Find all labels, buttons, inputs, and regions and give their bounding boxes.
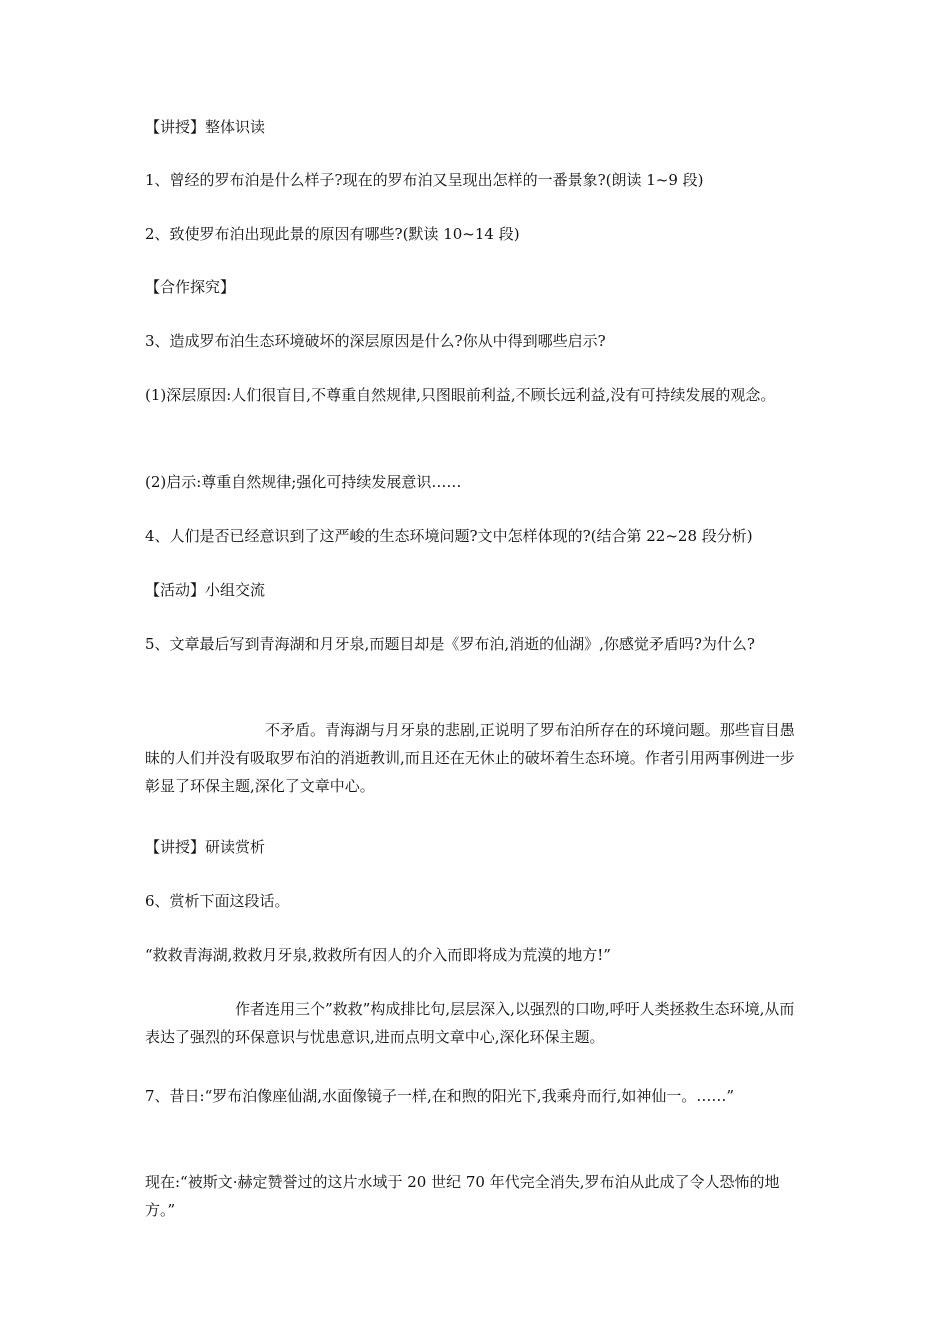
quoted-passage: “救救青海湖,救救月牙泉,救救所有因人的介入而即将成为荒漠的地方!” xyxy=(145,946,611,964)
answer-3-1: (1)深层原因:人们很盲目,不尊重自然规律,只图眼前利益,不顾长远利益,没有可持续发展的观念。 xyxy=(145,386,776,404)
answer-3-2: (2)启示:尊重自然规律;强化可持续发展意识…… xyxy=(145,473,462,491)
question-1: 1、曾经的罗布泊是什么样子?现在的罗布泊又呈现出怎样的一番景象?(朗读 1~9 段) xyxy=(145,171,704,189)
section-heading-lecture-overall: 【讲授】整体识读 xyxy=(145,118,266,136)
question-6: 6、赏析下面这段话。 xyxy=(145,892,290,910)
question-4: 4、人们是否已经意识到了这严峻的生态环境问题?文中怎样体现的?(结合第 22~28 段分析) xyxy=(145,527,753,545)
section-heading-activity: 【活动】小组交流 xyxy=(145,581,266,599)
section-heading-cooperative: 【合作探究】 xyxy=(145,278,236,296)
section-heading-study: 【讲授】研读赏析 xyxy=(145,838,266,856)
answer-5: 不矛盾。青海湖与月牙泉的悲剧,正说明了罗布泊所存在的环境问题。那些盲目愚昧的人们并没有吸取罗布泊的消逝教训,而且还在无休止的破坏着生态环境。作者引用两事例进一步彰显了环保主题,深化了文章中心。 xyxy=(145,721,795,795)
question-7-present: 现在:“被斯文·赫定赞誉过的这片水域于 20 世纪 70 年代完全消失,罗布泊从此成了令人恐怖的地方。” xyxy=(145,1173,780,1219)
question-7-past: 7、昔日:“罗布泊像座仙湖,水面像镜子一样,在和煦的阳光下,我乘舟而行,如神仙一。……” xyxy=(145,1087,735,1105)
question-2: 2、致使罗布泊出现此景的原因有哪些?(默读 10~14 段) xyxy=(145,225,520,243)
question-3: 3、造成罗布泊生态环境破坏的深层原因是什么?你从中得到哪些启示? xyxy=(145,332,606,350)
question-5: 5、文章最后写到青海湖和月牙泉,而题目却是《罗布泊,消逝的仙湖》,你感觉矛盾吗?为什么? xyxy=(145,635,755,653)
answer-6: 作者连用三个”救救”构成排比句,层层深入,以强烈的口吻,呼吁人类拯救生态环境,从而表达了强烈的环保意识与忧患意识,进而点明文章中心,深化环保主题。 xyxy=(145,1000,795,1046)
